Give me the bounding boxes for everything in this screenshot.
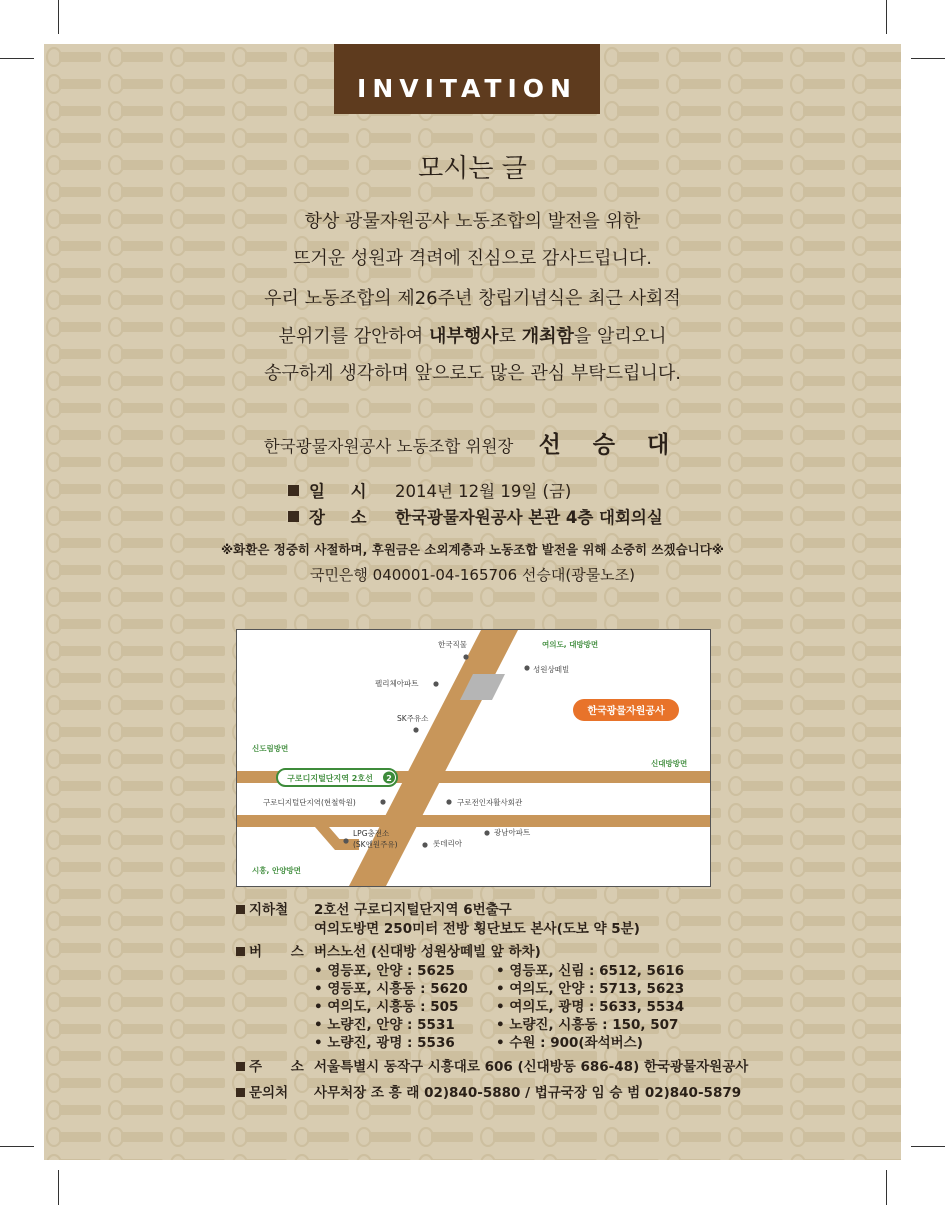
contact-row [236, 1081, 319, 1101]
map-label-lotteria: 롯데리아 [433, 839, 462, 848]
crop-mark [886, 1170, 887, 1205]
detail-label: 일 시 [309, 482, 377, 501]
bus-route-left: • 노량진, 안양 : 5531 [314, 1017, 455, 1033]
bus-route-left: • 여의도, 시흥동 : 505 [314, 999, 459, 1015]
detail-venue [288, 504, 663, 528]
subway-row [236, 898, 319, 918]
map-label-welfare: 구로전인자활사회관 [457, 798, 523, 807]
map-label-yeouido: 여의도, 대방방면 [542, 640, 599, 649]
map-drawing [237, 630, 710, 886]
map-label-lpg2: (SK엔원주유) [353, 840, 398, 849]
body-line-4-bold2: 개최함 [521, 326, 574, 347]
signature-name: 선 승 대 [538, 431, 682, 458]
detail-datetime [288, 478, 571, 502]
bullet-square-icon [288, 511, 299, 522]
bus-route-right: • 여의도, 안양 : 5713, 5623 [496, 981, 685, 997]
body-line-4-pre: 분위기를 감안하여 [278, 326, 429, 347]
bus-row [236, 940, 319, 960]
body-line-2: 뜨거운 성원과 격려에 진심으로 감사드립니다. [293, 248, 652, 269]
bullet-square-icon [288, 485, 299, 496]
poi-dot [446, 799, 451, 804]
detail-label: 장 소 [309, 508, 377, 527]
map-label-exit: 구로디지털단지역(현철학원) [263, 798, 356, 807]
bus-route-left: • 노량진, 광명 : 5536 [314, 1035, 455, 1051]
body-line-5: 송구하게 생각하며 앞으로도 많은 관심 부탁드립니다. [264, 363, 681, 384]
address-label: 주 소 [249, 1059, 316, 1075]
poi-dot [343, 838, 348, 843]
address-value: 서울특별시 동작구 시흥대로 606 (신대방동 686-48) 한국광물자원공사 [314, 1059, 749, 1075]
detail-value: 한국광물자원공사 본관 4층 대회의실 [395, 508, 663, 527]
detail-value: 2014년 12월 19일 (금) [395, 482, 572, 501]
signature-org: 한국광물자원공사 노동조합 위원장 [263, 437, 514, 456]
poi-dot [380, 799, 385, 804]
map-label-siheung: 시흥, 안양방면 [252, 866, 301, 875]
bullet-square-icon [236, 947, 245, 956]
crop-mark [911, 1146, 945, 1147]
kores-label: 한국광물자원공사 [587, 706, 665, 717]
poi-dot [484, 830, 489, 835]
donation-note: ※화환은 정중히 사절하며, 후원금은 소외계층과 노동조합 발전을 위해 소중히 쓰겠습니다※ [221, 542, 724, 557]
bus-route-right: • 수원 : 900(좌석버스) [496, 1035, 643, 1051]
poi-dot [524, 665, 529, 670]
map-label-sindaebang: 신대방방면 [651, 759, 688, 768]
address-row [236, 1055, 319, 1075]
subway-label: 지하철 [249, 902, 289, 918]
body-line-4 [0, 322, 945, 348]
invitation-banner: INVITATION [334, 44, 600, 114]
road-south [237, 815, 710, 827]
crop-mark [58, 1170, 59, 1205]
map-label-sk: SK주유소 [397, 714, 429, 723]
map-label-korea-rehab: 한국직물 [438, 640, 467, 649]
body-line-1: 항상 광물자원공사 노동조합의 발전을 위한 [304, 211, 641, 232]
poi-dot [422, 842, 427, 847]
crop-mark [0, 58, 34, 59]
bus-route-left: • 영등포, 시흥동 : 5620 [314, 981, 468, 997]
subway-line-2: 여의도방면 250미터 전방 횡단보도 본사(도보 약 5분) [314, 921, 640, 937]
poi-dot [413, 727, 418, 732]
bus-route-right: • 여의도, 광명 : 5633, 5534 [496, 999, 685, 1015]
body-line-4-bold1: 내부행사 [429, 326, 499, 347]
bus-route-left: • 영등포, 안양 : 5625 [314, 963, 455, 979]
map-label-sungwon: 성원상떼빌 [533, 665, 570, 674]
map-label-felice: 펠리체아파트 [375, 679, 419, 688]
crop-mark [886, 0, 887, 34]
body-line-4-post: 을 알리오니 [573, 326, 667, 347]
bus-route-right: • 노량진, 시흥동 : 150, 507 [496, 1017, 679, 1033]
crop-mark [58, 0, 59, 34]
map-label-sindorim: 신도림방면 [252, 744, 289, 753]
bus-route-right: • 영등포, 신림 : 6512, 5616 [496, 963, 685, 979]
contact-label: 문의처 [249, 1085, 289, 1101]
poi-dot [433, 681, 438, 686]
bullet-square-icon [236, 905, 245, 914]
bullet-square-icon [236, 1062, 245, 1071]
location-map [236, 629, 711, 887]
body-line-4-mid: 로 [498, 326, 522, 347]
crop-mark [0, 1146, 34, 1147]
map-label-lpg: LPG충전소 [353, 829, 390, 838]
crop-mark [911, 58, 945, 59]
contact-value: 사무처장 조 흥 래 02)840-5880 / 법규국장 임 승 범 02)840-5879 [314, 1085, 742, 1101]
subway-line-1: 2호선 구로디지털단지역 6번출구 [314, 902, 512, 918]
bus-header: 버스노선 (신대방 성원상떼빌 앞 하차) [314, 944, 541, 960]
page-title: 모시는 글 [418, 154, 527, 184]
station-label: 구로디지털단지역 2호선 [287, 774, 373, 783]
signature [0, 426, 945, 459]
map-label-apt: 광남아파트 [494, 828, 531, 837]
bank-account: 국민은행 040001-04-165706 선승대(광물노조) [309, 566, 636, 584]
body-line-3: 우리 노동조합의 제26주년 창립기념식은 최근 사회적 [264, 288, 681, 309]
bus-label: 버 스 [249, 944, 316, 960]
bullet-square-icon [236, 1088, 245, 1097]
poi-dot [463, 654, 468, 659]
line2-number: 2 [386, 774, 392, 783]
